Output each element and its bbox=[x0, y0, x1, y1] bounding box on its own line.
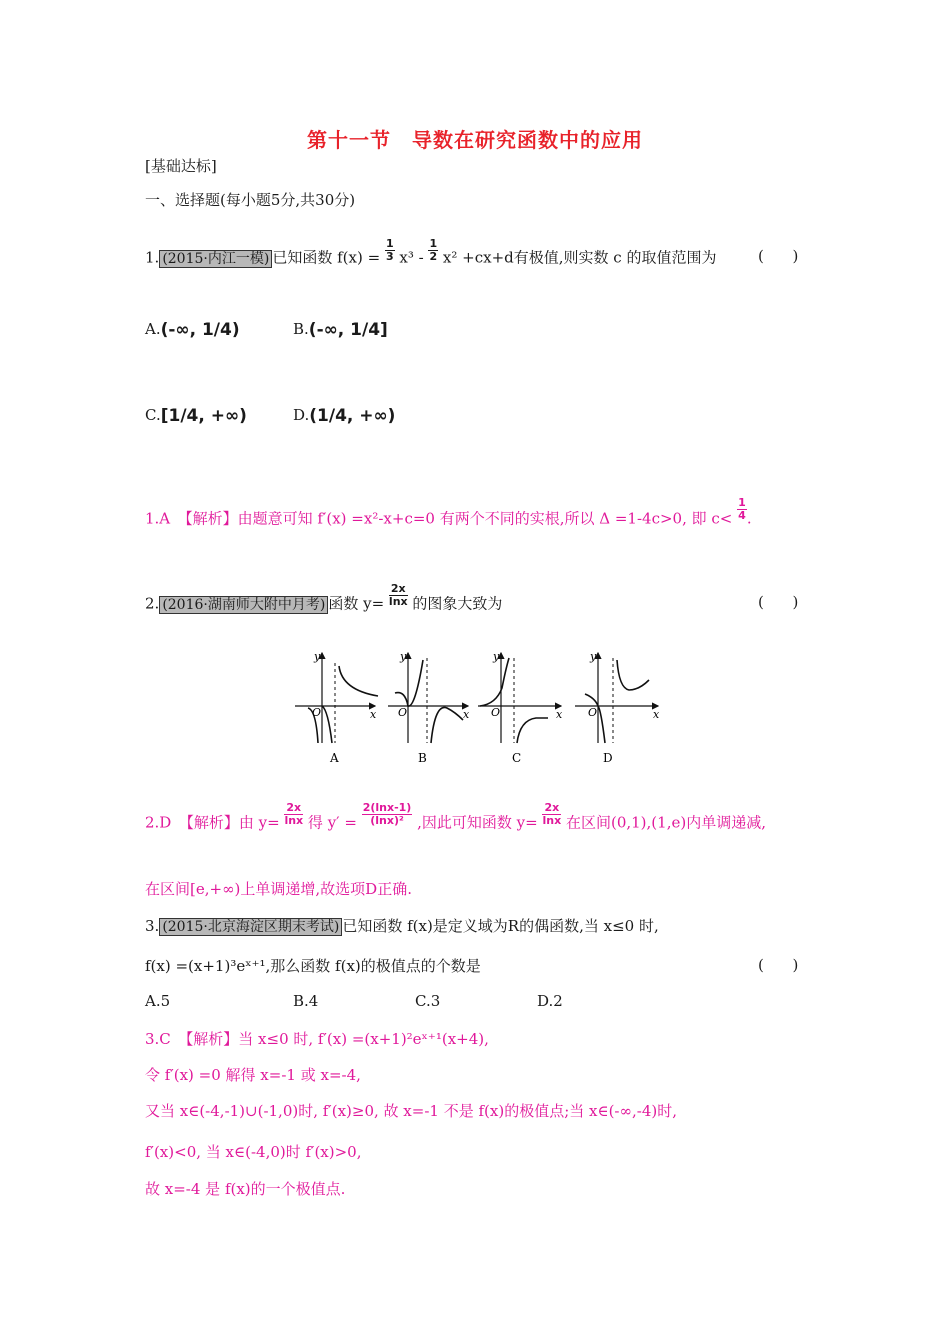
svg-text:O: O bbox=[491, 706, 501, 719]
answer-1: 1.A 【解析】由题意可知 f′(x) =x²-x+c=0 有两个不同的实根,所以 Δ =1-4c>0, 即 c< $\frac{1}{4}$ . bbox=[145, 496, 752, 528]
question-2-stem: 2. (2016·湖南师大附中月考) 函数 y= $\frac{2x}{\ln x}$ 的图象大致为 bbox=[145, 582, 503, 613]
q3-option-c: C.3 bbox=[415, 992, 441, 1010]
svg-text:O: O bbox=[588, 706, 598, 719]
source-tag: (2016·湖南师大附中月考) bbox=[159, 596, 328, 614]
source-tag: (2015·北京海淀区期末考试) bbox=[159, 918, 342, 936]
answer-2-line-2: 在区间[e,+∞)上单调递增,故选项D正确. bbox=[145, 880, 412, 898]
question-number: 2. bbox=[145, 594, 160, 613]
fraction: $\frac{2x}{\ln x}$ bbox=[388, 582, 408, 608]
answer-3-line-3: 又当 x∈(-4,-1)∪(-1,0)时, f′(x)≥0, 故 x=-1 不是 f(x)的极值点;当 x∈(-∞,-4)时, bbox=[145, 1102, 677, 1120]
svg-text:x: x bbox=[370, 708, 377, 721]
answer-3-line-2: 令 f′(x) =0 解得 x=-1 或 x=-4, bbox=[145, 1066, 361, 1084]
svg-text:x: x bbox=[463, 708, 470, 721]
svg-text:x: x bbox=[556, 708, 563, 721]
source-tag: (2015·内江一模) bbox=[159, 250, 272, 268]
graph-d bbox=[575, 650, 660, 765]
question-number: 1. bbox=[145, 248, 160, 267]
question-3-stem-line-2: f(x) =(x+1)³eˣ⁺¹,那么函数 f(x)的极值点的个数是 bbox=[145, 957, 481, 975]
question-3-stem: 3. (2015·北京海淀区期末考试) 已知函数 f(x)是定义域为R的偶函数,当 x≤0 时, bbox=[145, 917, 659, 935]
svg-text:y: y bbox=[493, 650, 500, 663]
answer-2: 2.D 【解析】由 y= $\frac{2x}{\ln x}$ 得 y′ = $\frac{2(\ln x-1)}{\text{(lnx)²}}$ ,因此可知函数 y= $\frac{2x}{\ln x}$ 在区间(0,1),(1,e)内单调递减, bbox=[145, 801, 766, 832]
stem-text: x³ - bbox=[399, 248, 424, 267]
graph-c bbox=[478, 650, 563, 765]
fraction: $\frac{1}{4}$ bbox=[738, 496, 746, 522]
svg-text:A: A bbox=[330, 751, 339, 765]
graph-a bbox=[295, 650, 378, 765]
answer-parentheses: ( ) bbox=[758, 593, 799, 611]
page-title: 第十一节 导数在研究函数中的应用 bbox=[307, 128, 643, 152]
question-number: 3. bbox=[145, 917, 160, 935]
svg-text:B: B bbox=[418, 751, 427, 765]
svg-text:D: D bbox=[603, 751, 613, 765]
graph-options bbox=[290, 648, 670, 768]
svg-text:y: y bbox=[400, 650, 407, 663]
answer-parentheses: ( ) bbox=[758, 956, 799, 974]
svg-text:O: O bbox=[398, 706, 408, 719]
option-a: A.(-∞, 1/4) bbox=[145, 320, 240, 340]
answer-parentheses: ( ) bbox=[758, 247, 799, 265]
part-heading: 一、选择题(每小题5分,共30分) bbox=[145, 191, 356, 209]
answer-3-line-5: 故 x=-4 是 f(x)的一个极值点. bbox=[145, 1180, 346, 1198]
svg-text:y: y bbox=[590, 650, 597, 663]
svg-text:x: x bbox=[653, 708, 660, 721]
question-1-stem bbox=[145, 237, 717, 271]
svg-text:C: C bbox=[512, 751, 522, 765]
q3-option-d: D.2 bbox=[537, 992, 563, 1010]
answer-3-line-4: f′(x)<0, 当 x∈(-4,0)时 f′(x)>0, bbox=[145, 1143, 362, 1161]
answer-3-line-1: 3.C 【解析】当 x≤0 时, f′(x) =(x+1)²eˣ⁺¹(x+4), bbox=[145, 1030, 489, 1048]
option-d: D.(1/4, +∞) bbox=[293, 406, 396, 426]
option-b: B.(-∞, 1/4] bbox=[293, 320, 388, 340]
fraction: $\frac{1}{2}$ bbox=[429, 237, 438, 263]
section-label: [基础达标] bbox=[145, 157, 217, 175]
fraction: $\frac{2x}{\ln x}$ bbox=[284, 801, 304, 827]
stem-text: 已知函数 f(x) = bbox=[272, 248, 381, 267]
q3-option-b: B.4 bbox=[293, 992, 319, 1010]
svg-text:O: O bbox=[312, 706, 322, 719]
svg-text:y: y bbox=[314, 650, 321, 663]
stem-text: x² +cx+d有极值,则实数 c 的取值范围为 bbox=[442, 248, 717, 267]
fraction: $\frac{2x}{\ln x}$ bbox=[542, 801, 562, 827]
fraction: $\frac{2(\ln x-1)}{\text{(lnx)²}}$ bbox=[362, 801, 412, 827]
fraction: $\frac{1}{3}$ bbox=[385, 237, 394, 263]
graph-b bbox=[388, 650, 470, 765]
option-c: C.[1/4, +∞) bbox=[145, 406, 247, 426]
q3-option-a: A.5 bbox=[145, 992, 171, 1010]
